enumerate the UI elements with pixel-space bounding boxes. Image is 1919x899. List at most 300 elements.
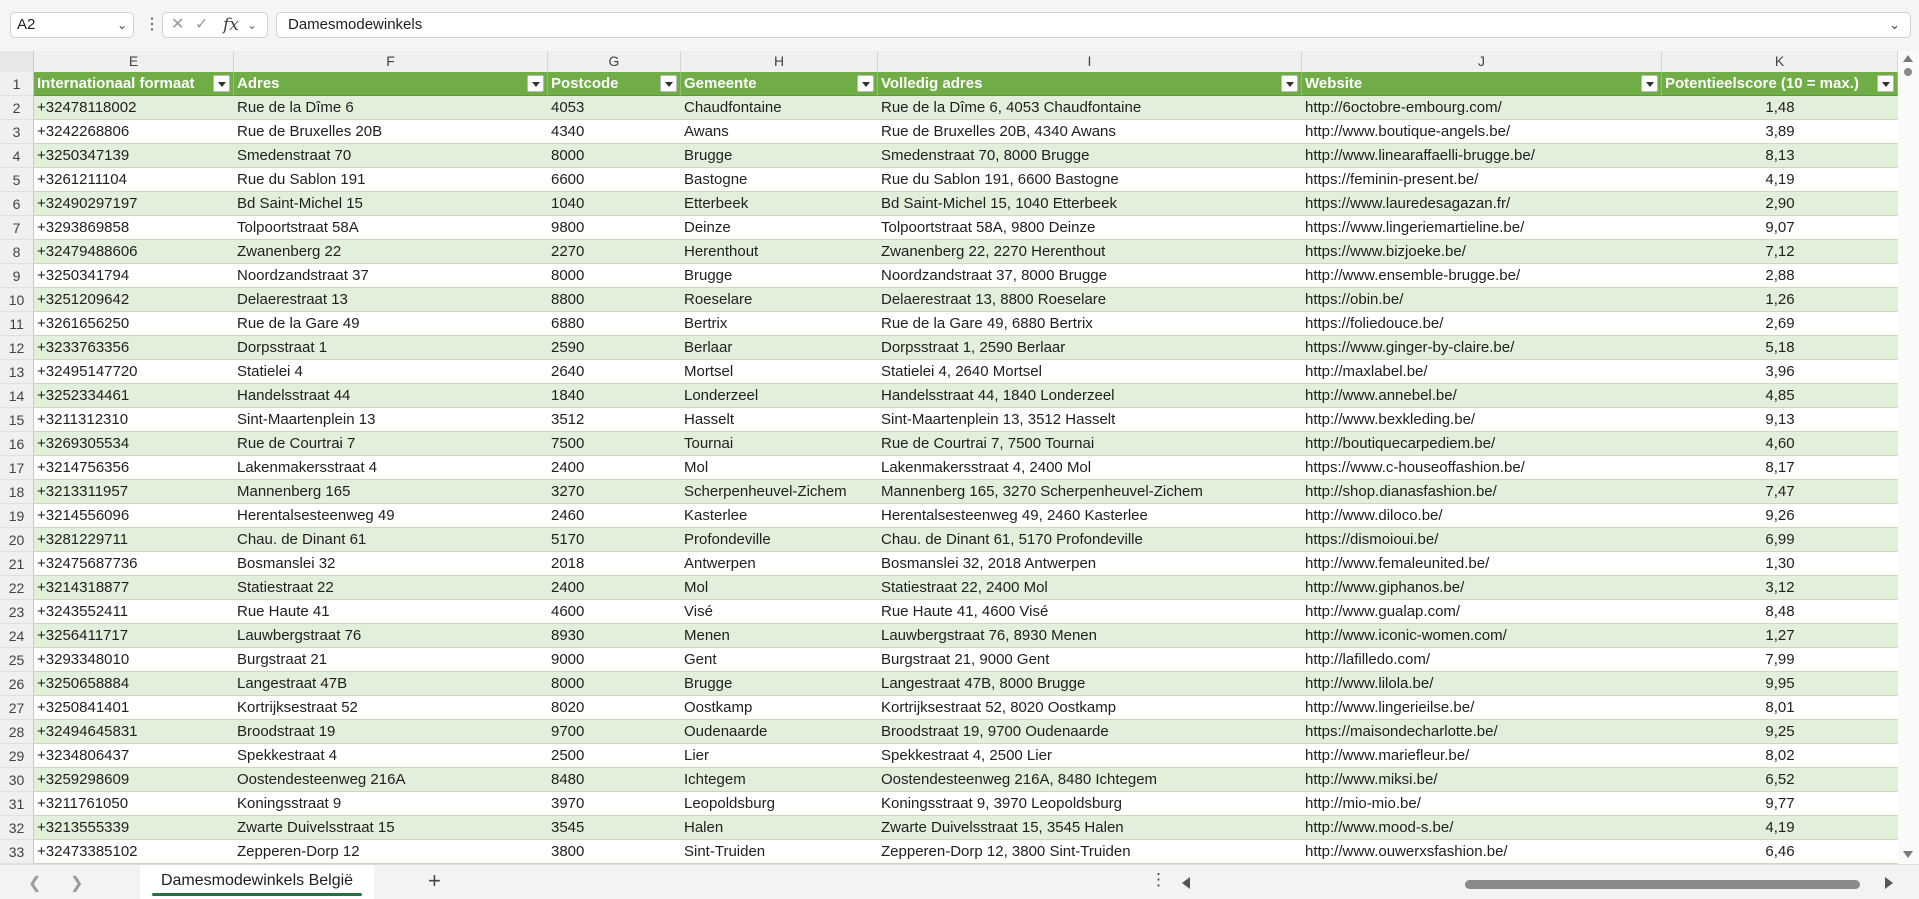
scroll-right-icon[interactable]	[1885, 877, 1893, 889]
table-cell[interactable]	[1662, 504, 1898, 528]
row-number[interactable]: 29	[0, 744, 34, 768]
table-cell[interactable]	[681, 696, 878, 720]
table-cell[interactable]	[1662, 768, 1898, 792]
table-cell[interactable]	[34, 480, 234, 504]
table-cell[interactable]	[878, 432, 1302, 456]
table-cell[interactable]	[548, 264, 681, 288]
table-cell[interactable]	[878, 672, 1302, 696]
row-number[interactable]: 30	[0, 768, 34, 792]
table-cell[interactable]	[1662, 336, 1898, 360]
row-number[interactable]: 13	[0, 360, 34, 384]
table-cell[interactable]	[34, 456, 234, 480]
table-cell[interactable]	[234, 528, 548, 552]
table-cell[interactable]	[34, 552, 234, 576]
table-cell[interactable]	[1662, 696, 1898, 720]
table-cell[interactable]	[878, 144, 1302, 168]
table-cell[interactable]	[1302, 528, 1662, 552]
table-cell[interactable]	[234, 816, 548, 840]
table-cell[interactable]	[681, 672, 878, 696]
vertical-scrollbar[interactable]	[1898, 51, 1919, 864]
table-cell[interactable]	[681, 192, 878, 216]
row-number[interactable]: 17	[0, 456, 34, 480]
table-cell[interactable]	[878, 696, 1302, 720]
row-number[interactable]: 15	[0, 408, 34, 432]
row-number[interactable]: 18	[0, 480, 34, 504]
table-cell[interactable]	[878, 288, 1302, 312]
column-letter-k[interactable]: K	[1662, 51, 1898, 72]
table-cell[interactable]	[234, 120, 548, 144]
formula-input[interactable]	[276, 12, 1911, 38]
filter-dropdown-icon[interactable]	[1877, 75, 1894, 92]
table-cell[interactable]	[34, 816, 234, 840]
table-cell[interactable]	[878, 816, 1302, 840]
table-cell[interactable]	[34, 528, 234, 552]
table-cell[interactable]	[1302, 264, 1662, 288]
row-number[interactable]: 1	[0, 72, 34, 96]
more-horizontal-icon[interactable]: ⋮	[1150, 870, 1167, 889]
table-cell[interactable]	[878, 168, 1302, 192]
table-cell[interactable]	[548, 120, 681, 144]
table-cell[interactable]	[234, 192, 548, 216]
filter-dropdown-icon[interactable]	[857, 75, 874, 92]
table-cell[interactable]	[1662, 744, 1898, 768]
table-cell[interactable]	[878, 264, 1302, 288]
table-cell[interactable]	[34, 696, 234, 720]
table-cell[interactable]	[34, 384, 234, 408]
table-cell[interactable]	[681, 120, 878, 144]
table-cell[interactable]	[681, 384, 878, 408]
table-cell[interactable]	[548, 768, 681, 792]
table-cell[interactable]	[34, 360, 234, 384]
column-letter-e[interactable]: E	[34, 51, 234, 72]
table-cell[interactable]	[878, 744, 1302, 768]
row-number[interactable]: 9	[0, 264, 34, 288]
table-cell[interactable]	[234, 744, 548, 768]
row-number[interactable]: 33	[0, 840, 34, 864]
table-cell[interactable]	[34, 336, 234, 360]
table-cell[interactable]	[1662, 624, 1898, 648]
column-letter-j[interactable]: J	[1302, 51, 1662, 72]
next-sheet-icon[interactable]: ❯	[70, 875, 84, 892]
table-cell[interactable]	[1662, 312, 1898, 336]
row-number[interactable]: 24	[0, 624, 34, 648]
table-cell[interactable]	[1662, 456, 1898, 480]
table-cell[interactable]	[681, 288, 878, 312]
row-number[interactable]: 8	[0, 240, 34, 264]
table-cell[interactable]	[1302, 504, 1662, 528]
table-cell[interactable]	[878, 456, 1302, 480]
filter-dropdown-icon[interactable]	[213, 75, 230, 92]
scroll-down-icon[interactable]	[1903, 851, 1913, 858]
sheet-tab-active[interactable]	[140, 865, 374, 899]
table-cell[interactable]	[234, 576, 548, 600]
table-cell[interactable]	[681, 480, 878, 504]
table-cell[interactable]	[34, 144, 234, 168]
table-cell[interactable]	[681, 96, 878, 120]
table-cell[interactable]	[878, 336, 1302, 360]
table-header-cell[interactable]	[878, 72, 1302, 96]
table-cell[interactable]	[1302, 696, 1662, 720]
table-cell[interactable]	[234, 240, 548, 264]
table-cell[interactable]	[878, 96, 1302, 120]
table-cell[interactable]	[548, 648, 681, 672]
table-cell[interactable]	[234, 768, 548, 792]
table-cell[interactable]	[878, 840, 1302, 864]
table-cell[interactable]	[878, 480, 1302, 504]
table-cell[interactable]	[1302, 624, 1662, 648]
vertical-scroll-thumb[interactable]	[1904, 68, 1912, 76]
table-cell[interactable]	[1662, 96, 1898, 120]
prev-sheet-icon[interactable]: ❮	[28, 875, 42, 892]
table-cell[interactable]	[681, 168, 878, 192]
table-cell[interactable]	[234, 432, 548, 456]
table-cell[interactable]	[1302, 120, 1662, 144]
table-cell[interactable]	[234, 792, 548, 816]
column-letter-g[interactable]: G	[548, 51, 681, 72]
table-cell[interactable]	[234, 312, 548, 336]
table-cell[interactable]	[234, 144, 548, 168]
table-cell[interactable]	[681, 456, 878, 480]
table-cell[interactable]	[878, 216, 1302, 240]
row-number[interactable]: 26	[0, 672, 34, 696]
table-cell[interactable]	[878, 528, 1302, 552]
row-number[interactable]: 16	[0, 432, 34, 456]
table-cell[interactable]	[234, 216, 548, 240]
table-cell[interactable]	[878, 624, 1302, 648]
table-cell[interactable]	[1662, 816, 1898, 840]
table-cell[interactable]	[1662, 264, 1898, 288]
table-cell[interactable]	[1662, 192, 1898, 216]
row-number[interactable]: 3	[0, 120, 34, 144]
table-cell[interactable]	[1302, 792, 1662, 816]
table-cell[interactable]	[681, 552, 878, 576]
table-cell[interactable]	[1662, 648, 1898, 672]
table-cell[interactable]	[548, 816, 681, 840]
table-cell[interactable]	[681, 144, 878, 168]
table-cell[interactable]	[548, 192, 681, 216]
table-cell[interactable]	[234, 288, 548, 312]
table-cell[interactable]	[548, 672, 681, 696]
table-cell[interactable]	[1302, 456, 1662, 480]
table-cell[interactable]	[34, 192, 234, 216]
table-cell[interactable]	[878, 600, 1302, 624]
table-cell[interactable]	[878, 576, 1302, 600]
table-cell[interactable]	[878, 792, 1302, 816]
table-header-cell[interactable]	[548, 72, 681, 96]
table-cell[interactable]	[234, 264, 548, 288]
table-cell[interactable]	[1302, 816, 1662, 840]
table-cell[interactable]	[878, 504, 1302, 528]
table-header-cell[interactable]	[1302, 72, 1662, 96]
table-cell[interactable]	[1302, 288, 1662, 312]
table-cell[interactable]	[878, 360, 1302, 384]
table-cell[interactable]	[548, 168, 681, 192]
table-cell[interactable]	[234, 720, 548, 744]
table-cell[interactable]	[1302, 648, 1662, 672]
table-cell[interactable]	[548, 312, 681, 336]
table-cell[interactable]	[878, 384, 1302, 408]
filter-dropdown-icon[interactable]	[527, 75, 544, 92]
row-number[interactable]: 4	[0, 144, 34, 168]
table-cell[interactable]	[548, 504, 681, 528]
chevron-down-icon[interactable]: ⌄	[116, 18, 127, 32]
table-cell[interactable]	[1302, 576, 1662, 600]
table-cell[interactable]	[34, 120, 234, 144]
table-cell[interactable]	[34, 600, 234, 624]
row-number[interactable]: 14	[0, 384, 34, 408]
table-cell[interactable]	[34, 768, 234, 792]
row-number[interactable]: 21	[0, 552, 34, 576]
table-cell[interactable]	[234, 840, 548, 864]
table-cell[interactable]	[34, 624, 234, 648]
table-cell[interactable]	[34, 216, 234, 240]
table-cell[interactable]	[681, 240, 878, 264]
table-cell[interactable]	[681, 504, 878, 528]
table-cell[interactable]	[1302, 168, 1662, 192]
row-number[interactable]: 28	[0, 720, 34, 744]
table-cell[interactable]	[234, 96, 548, 120]
table-cell[interactable]	[1302, 720, 1662, 744]
table-cell[interactable]	[681, 840, 878, 864]
table-cell[interactable]	[1662, 480, 1898, 504]
select-all-corner[interactable]	[0, 51, 34, 72]
table-cell[interactable]	[1302, 336, 1662, 360]
table-cell[interactable]	[1302, 600, 1662, 624]
table-cell[interactable]	[548, 792, 681, 816]
table-cell[interactable]	[234, 552, 548, 576]
table-cell[interactable]	[1302, 144, 1662, 168]
table-cell[interactable]	[548, 432, 681, 456]
table-cell[interactable]	[878, 312, 1302, 336]
table-cell[interactable]	[34, 840, 234, 864]
table-cell[interactable]	[234, 696, 548, 720]
table-cell[interactable]	[548, 216, 681, 240]
table-cell[interactable]	[34, 576, 234, 600]
row-number[interactable]: 23	[0, 600, 34, 624]
row-number[interactable]: 22	[0, 576, 34, 600]
table-cell[interactable]	[878, 120, 1302, 144]
table-cell[interactable]	[548, 480, 681, 504]
filter-dropdown-icon[interactable]	[1641, 75, 1658, 92]
table-cell[interactable]	[1662, 408, 1898, 432]
table-cell[interactable]	[234, 648, 548, 672]
table-cell[interactable]	[1662, 432, 1898, 456]
table-cell[interactable]	[681, 408, 878, 432]
function-icon[interactable]: fx	[223, 15, 239, 35]
table-cell[interactable]	[234, 600, 548, 624]
table-cell[interactable]	[34, 672, 234, 696]
table-cell[interactable]	[1302, 360, 1662, 384]
table-cell[interactable]	[34, 648, 234, 672]
table-cell[interactable]	[681, 624, 878, 648]
table-cell[interactable]	[548, 360, 681, 384]
table-cell[interactable]	[34, 504, 234, 528]
table-cell[interactable]	[1302, 216, 1662, 240]
table-cell[interactable]	[681, 432, 878, 456]
table-cell[interactable]	[548, 240, 681, 264]
table-cell[interactable]	[1662, 168, 1898, 192]
table-cell[interactable]	[548, 576, 681, 600]
column-letter-h[interactable]: H	[681, 51, 878, 72]
table-cell[interactable]	[548, 696, 681, 720]
cancel-icon[interactable]: ✕	[171, 16, 185, 33]
table-cell[interactable]	[34, 744, 234, 768]
table-cell[interactable]	[681, 360, 878, 384]
table-cell[interactable]	[1302, 672, 1662, 696]
scroll-up-icon[interactable]	[1903, 55, 1913, 62]
table-header-cell[interactable]	[234, 72, 548, 96]
row-number[interactable]: 5	[0, 168, 34, 192]
table-cell[interactable]	[878, 192, 1302, 216]
more-vertical-icon[interactable]: ⋮	[144, 16, 160, 33]
row-number[interactable]: 19	[0, 504, 34, 528]
table-cell[interactable]	[548, 744, 681, 768]
table-cell[interactable]	[1302, 480, 1662, 504]
table-cell[interactable]	[548, 456, 681, 480]
table-cell[interactable]	[34, 312, 234, 336]
row-number[interactable]: 6	[0, 192, 34, 216]
table-cell[interactable]	[1662, 144, 1898, 168]
table-cell[interactable]	[548, 624, 681, 648]
table-cell[interactable]	[1662, 120, 1898, 144]
table-cell[interactable]	[34, 288, 234, 312]
table-cell[interactable]	[1302, 840, 1662, 864]
table-cell[interactable]	[878, 552, 1302, 576]
chevron-down-icon[interactable]: ⌄	[1889, 17, 1900, 32]
table-cell[interactable]	[234, 672, 548, 696]
table-cell[interactable]	[1662, 360, 1898, 384]
table-cell[interactable]	[1302, 96, 1662, 120]
table-cell[interactable]	[34, 432, 234, 456]
row-number[interactable]: 12	[0, 336, 34, 360]
table-cell[interactable]	[234, 408, 548, 432]
table-cell[interactable]	[1662, 672, 1898, 696]
table-cell[interactable]	[234, 168, 548, 192]
table-cell[interactable]	[681, 768, 878, 792]
table-cell[interactable]	[548, 600, 681, 624]
table-cell[interactable]	[1302, 240, 1662, 264]
table-cell[interactable]	[681, 264, 878, 288]
table-cell[interactable]	[34, 792, 234, 816]
horizontal-scroll-thumb[interactable]	[1465, 880, 1860, 889]
row-number[interactable]: 7	[0, 216, 34, 240]
table-cell[interactable]	[234, 384, 548, 408]
table-cell[interactable]	[234, 360, 548, 384]
column-letter-i[interactable]: I	[878, 51, 1302, 72]
table-cell[interactable]	[1662, 552, 1898, 576]
table-header-cell[interactable]	[1662, 72, 1898, 96]
table-cell[interactable]	[548, 384, 681, 408]
table-cell[interactable]	[234, 336, 548, 360]
row-number[interactable]: 25	[0, 648, 34, 672]
table-cell[interactable]	[548, 408, 681, 432]
table-cell[interactable]	[234, 624, 548, 648]
table-cell[interactable]	[548, 144, 681, 168]
table-cell[interactable]	[1302, 432, 1662, 456]
scroll-left-icon[interactable]	[1182, 877, 1190, 889]
table-cell[interactable]	[548, 552, 681, 576]
row-number[interactable]: 20	[0, 528, 34, 552]
row-number[interactable]: 27	[0, 696, 34, 720]
table-cell[interactable]	[1302, 312, 1662, 336]
table-cell[interactable]	[878, 720, 1302, 744]
row-number[interactable]: 11	[0, 312, 34, 336]
table-cell[interactable]	[878, 240, 1302, 264]
table-cell[interactable]	[34, 168, 234, 192]
name-box[interactable]	[10, 12, 134, 38]
table-cell[interactable]	[681, 600, 878, 624]
table-cell[interactable]	[34, 240, 234, 264]
table-cell[interactable]	[1302, 552, 1662, 576]
table-cell[interactable]	[548, 336, 681, 360]
table-cell[interactable]	[1302, 744, 1662, 768]
table-cell[interactable]	[681, 816, 878, 840]
table-cell[interactable]	[681, 312, 878, 336]
table-cell[interactable]	[1662, 840, 1898, 864]
table-cell[interactable]	[1662, 240, 1898, 264]
table-cell[interactable]	[234, 480, 548, 504]
column-letter-f[interactable]: F	[234, 51, 548, 72]
row-number[interactable]: 2	[0, 96, 34, 120]
table-cell[interactable]	[1302, 384, 1662, 408]
table-cell[interactable]	[1302, 768, 1662, 792]
add-sheet-icon[interactable]: +	[428, 868, 441, 893]
filter-dropdown-icon[interactable]	[1281, 75, 1298, 92]
table-cell[interactable]	[34, 408, 234, 432]
table-cell[interactable]	[548, 528, 681, 552]
table-cell[interactable]	[234, 456, 548, 480]
table-cell[interactable]	[548, 720, 681, 744]
table-cell[interactable]	[34, 96, 234, 120]
table-cell[interactable]	[878, 648, 1302, 672]
table-cell[interactable]	[1662, 576, 1898, 600]
enter-icon[interactable]: ✓	[195, 16, 209, 33]
table-cell[interactable]	[1302, 192, 1662, 216]
table-cell[interactable]	[1662, 288, 1898, 312]
table-cell[interactable]	[1662, 792, 1898, 816]
filter-dropdown-icon[interactable]	[660, 75, 677, 92]
table-cell[interactable]	[878, 768, 1302, 792]
table-cell[interactable]	[548, 96, 681, 120]
chevron-down-icon[interactable]: ⌄	[247, 18, 258, 32]
table-cell[interactable]	[548, 288, 681, 312]
table-cell[interactable]	[681, 216, 878, 240]
table-header-cell[interactable]	[681, 72, 878, 96]
table-cell[interactable]	[34, 720, 234, 744]
row-number[interactable]: 10	[0, 288, 34, 312]
table-cell[interactable]	[681, 792, 878, 816]
row-number[interactable]: 31	[0, 792, 34, 816]
table-cell[interactable]	[681, 648, 878, 672]
table-cell[interactable]	[681, 744, 878, 768]
table-cell[interactable]	[548, 840, 681, 864]
table-cell[interactable]	[681, 576, 878, 600]
table-cell[interactable]	[234, 504, 548, 528]
table-cell[interactable]	[681, 720, 878, 744]
table-cell[interactable]	[1662, 720, 1898, 744]
table-cell[interactable]	[1662, 384, 1898, 408]
table-cell[interactable]	[681, 336, 878, 360]
table-cell[interactable]	[1662, 216, 1898, 240]
table-cell[interactable]	[1662, 528, 1898, 552]
row-number[interactable]: 32	[0, 816, 34, 840]
table-cell[interactable]	[1302, 408, 1662, 432]
table-cell[interactable]	[878, 408, 1302, 432]
table-cell[interactable]	[1662, 600, 1898, 624]
table-cell[interactable]	[681, 528, 878, 552]
table-header-cell[interactable]	[34, 72, 234, 96]
table-cell[interactable]	[34, 264, 234, 288]
